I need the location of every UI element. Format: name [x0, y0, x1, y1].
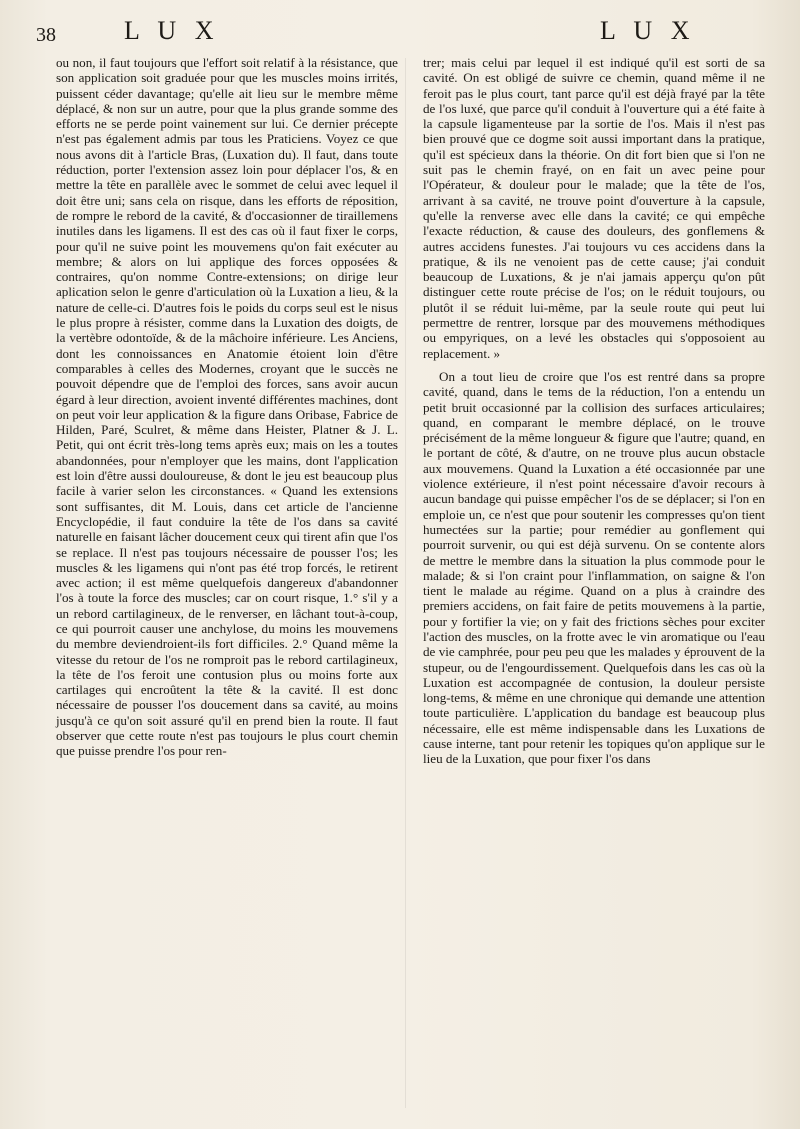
running-title-left: L U X [124, 16, 220, 45]
right-paragraph-1: trer; mais celui par lequel il est indiqué qu'il est sorti de sa cavité. On est obligé de suivre ce chemin, quand même il ne feroit pas le plus court, tant parce qu'il est déjà frayé par la tête de l'os luxé, que parce qu'il conduit à l'ouverture qui a été faite à la capsule ligamenteuse par la sortie de l'os. Mais il n'est pas bien prouvé que ce dogme soit aussi important dans la pratique, qu'il est spécieux dans la théorie. On dit fort bien que si l'on ne suit pas le chemin frayé, on en fait un avec peine pour l'Opérateur, & douleur pour le malade; que la tête de l'os, arrivant à sa cavité, ne trouve point d'ouverture à la capsule, qu'elle la renverse avec elle dans la cavité; ce qui empêche l'exacte réduction, & cause des douleurs, des gonflemens & autres accidens funestes. J'ai toujours vu ces accidens dans la pratique, & ils ne venoient pas de cette cause; j'ai conduit beaucoup de Luxations, & je n'ai jamais apperçu qu'on pût distinguer cette route précise de l'os; on le réduit toujours, ou plutôt il se réduit lui-même, par la seule route qui peut lui permettre de rentrer, lorsque par des mouvemens méthodiques ou empyriques, on a levé les obstacles qui s'opposoient au replacement. » [423, 55, 765, 361]
running-title-right: L U X [600, 16, 696, 45]
left-column [56, 55, 398, 759]
right-column [423, 55, 765, 767]
right-paragraph-2: On a tout lieu de croire que l'os est rentré dans sa propre cavité, quand, dans le tems de la réduction, l'on a entendu un petit bruit occasionné par la collision des surfaces articulaires; quand, en comparant le membre déplacé, on le trouve précisément de la même longueur & figure que l'autre; quand, en le portant de côté, & d'autre, on ne trouve plus aucun obstacle aux mouvemens. Quand la Luxation a été occasionnée par une violence extérieure, il n'est point nécessaire d'avoir recours à aucun bandage qui puisse empêcher l'os de se déplacer; si l'on en emploie un, ce n'est que pour soutenir les compresses qu'on tient humectées sur la partie; pour remédier au gonflement qui pourroit survenir, ou qui est déjà survenu. On se contente alors de mettre le membre dans la situation la plus commode pour le malade; & si l'on craint pour l'inflammation, on saigne & l'on tient le malade au régime. Quand on a plus à craindre des premiers accidens, on fait faire de petits mouvemens à la partie, pour y fortifier la vie; on y fait des frictions sèches pour exciter l'action des muscles, on la frotte avec le vin aromatique ou l'eau de vie camphrée, pour peu peu que les malades y éprouvent de la stupeur, ou de l'engourdissement. Quelquefois dans les cas où la Luxation est accompagnée de contusion, la douleur persiste long-tems, & même en une chronique qui demande une attention toute particulière. L'application du bandage est beaucoup plus nécessaire, elle est même indispensable dans les Luxations de cause interne, tant pour retenir les topiques qu'on applique sur le lieu de la Luxation, que pour fixer l'os dans [423, 368, 765, 767]
column-divider [405, 58, 406, 1108]
page-number: 38 [36, 24, 56, 46]
left-paragraph-1: ou non, il faut toujours que l'effort soit relatif à la résistance, que son application soit graduée pour que les muscles moins irrités, puissent céder davantage; qu'elle ait lieu sur le membre même déplacé, & non sur un autre, pour que la plus grande somme des efforts ne se perde point vainement sur lui. Ce dernier précepte n'est pas également admis par tous les Praticiens. Voyez ce que nous avons dit à l'article Bras, (Luxation du). Il faut, dans toute réduction, porter l'extension assez loin pour déplacer l'os, & en mettre la tête en parallèle avec le sommet de celui avec lequel il doit être uni; sans cela on risque, dans les efforts de réposition, de rompre le rebord de la cavité, & d'occasionner de tiraillemens inutiles dans les ligamens. Il est des cas où il faut fixer le corps, pour qu'il ne suive point les mouvemens qu'on fait exécuter au membre; & alors on lui applique des forces opposées & contraires, qu'on nomme Contre-extensions; on dirige leur aplication selon le genre d'articulation où la Luxation a lieu, & la nature de celle-ci. D'autres fois le poids du corps seul est le nisus le plus propre à résister, comme dans la Luxation des doigts, de la vertèbre odontoïde, & de la mâchoire inférieure. Les Anciens, dont les connoissances en Anatomie étoient loin d'être comparables à celles des Modernes, croyant que le succès ne pouvoit dépendre que de l'emploi des forces, sans avoir aucun égard à leur direction, avoient inventé différentes machines, dont on peut voir leur application & la figure dans Oribase, Fabrice de Hilden, Paré, Sculret, & même dans Heister, Platner & J. L. Petit, qui ont écrit très-long tems après eux; mais on les a toutes abandonnées, pour n'employer que les mains, dont l'application est loin d'être aussi douloureuse, & dont le jeu est beaucoup plus facile à varier selon les circonstances. « Quand les extensions sont suffisantes, dit M. Louis, dans cet article de l'ancienne Encyclopédie, il faut conduire la tête de l'os dans sa cavité naturelle en faisant lâcher doucement ceux qui tirent afin que l'os se replace. Il n'est pas toujours nécessaire de pousser l'os; les muscles & les ligamens qui n'ont pas été trop forcés, le retirent avec action; il est même quelquefois dangereux d'abandonner l'os à toute la force des muscles; car on court risque, 1.° s'il y a un rebord cartilagineux, de le renverser, en lâchant tout-à-coup, ce qui pourroit causer une anchylose, du moins les mouvemens du membre deviendroient-ils fort difficiles. 2.° Quand même la vitesse du retour de l'os ne romproit pas le rebord cartilagineux, la tête de l'os feroit une contusion plus ou moins forte aux cartilages qui encroûtent la tête & la cavité. Il est donc nécessaire de pousser l'os doucement dans sa cavité, au moins jusqu'à ce qu'on soit assuré qu'il en prend bien la route. Il faut observer que cette route n'est pas toujours le plus court chemin que puisse prendre l'os pour ren- [56, 55, 398, 759]
